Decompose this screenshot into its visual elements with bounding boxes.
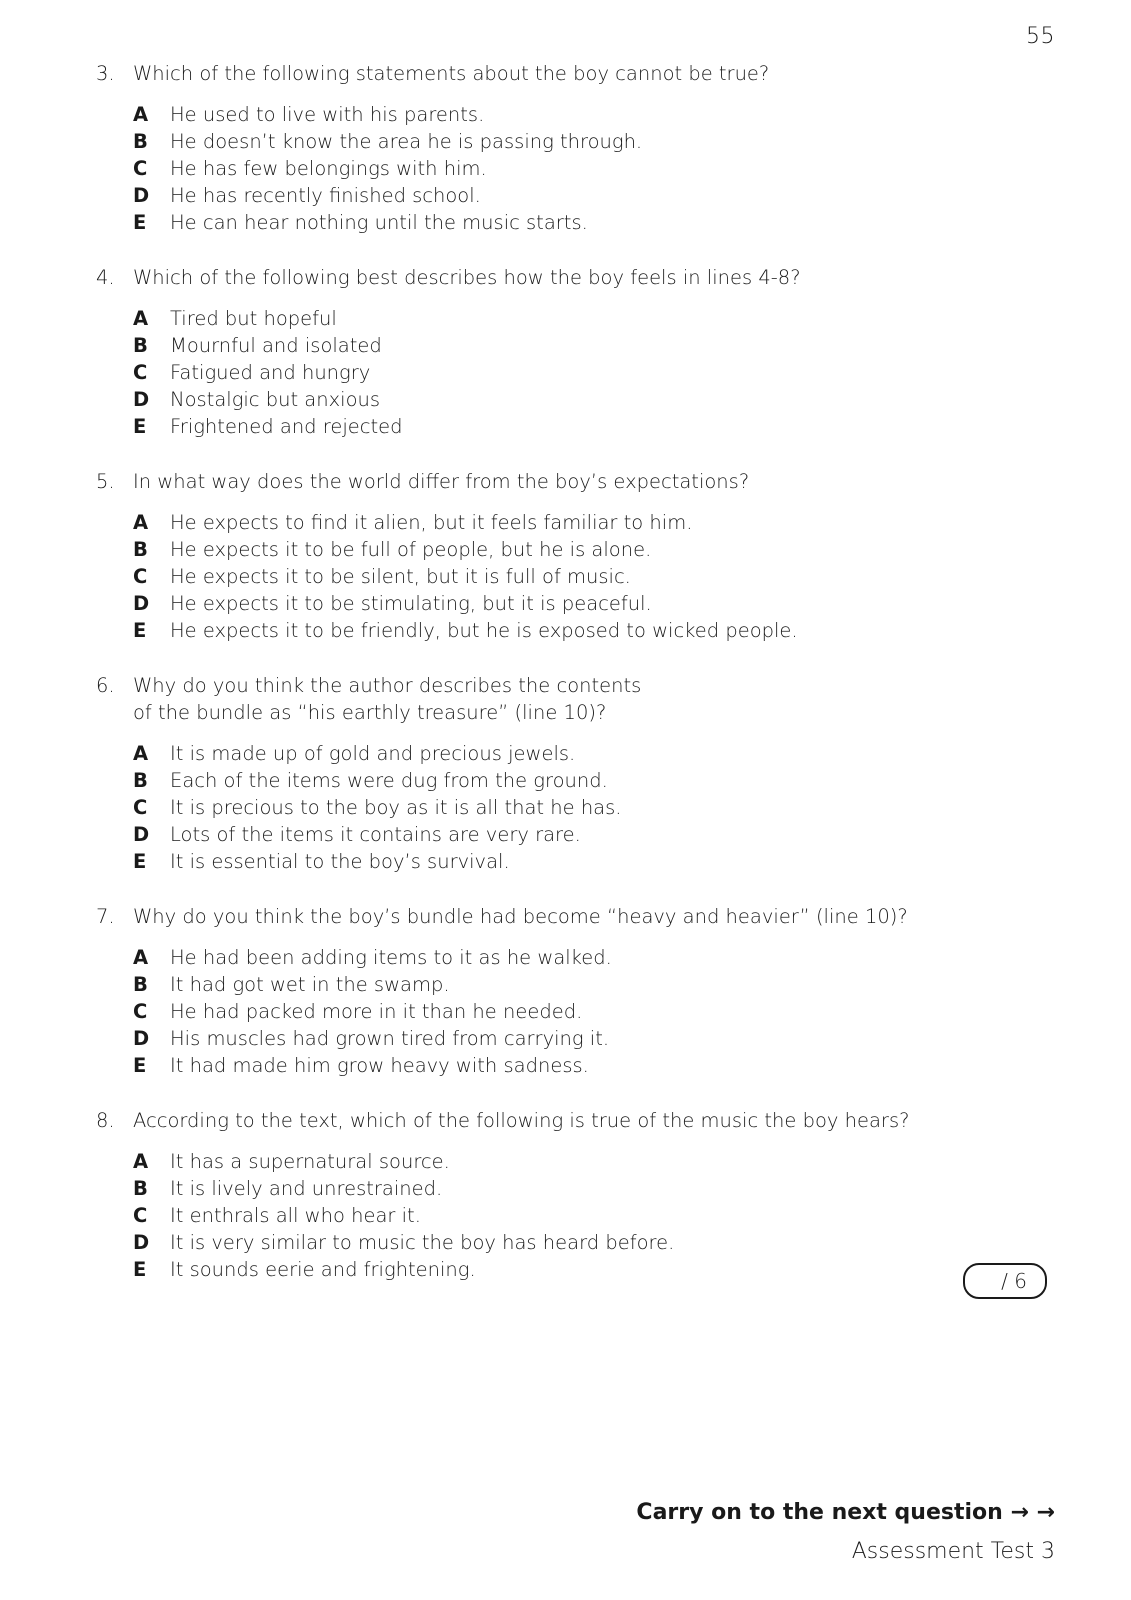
option-letter: A (133, 742, 149, 765)
footer-test-title: Assessment Test 3 (851, 1539, 1055, 1564)
answer-option[interactable] (133, 101, 1056, 128)
question-text: According to the text, which of the following is true of the music the boy hears? (133, 1109, 910, 1132)
option-letter: C (133, 1000, 148, 1023)
option-text: It is precious to the boy as it is all that he has. (170, 796, 622, 819)
option-letter: D (133, 184, 150, 207)
answer-options (133, 101, 1056, 236)
option-text: It had got wet in the swamp. (170, 973, 450, 996)
option-letter: C (133, 796, 148, 819)
option-letter: B (133, 130, 148, 153)
answer-option[interactable] (133, 1052, 1056, 1079)
option-text: He expects it to be full of people, but he is alone. (170, 538, 652, 561)
question-header (96, 672, 1056, 726)
score-total: / 6 (1001, 1269, 1027, 1293)
answer-option[interactable] (133, 1229, 1056, 1256)
answer-option[interactable] (133, 821, 1056, 848)
option-letter: A (133, 946, 149, 969)
question-number: 5. (96, 470, 115, 493)
question (96, 672, 1056, 875)
answer-option[interactable] (133, 740, 1056, 767)
option-text: He has recently finished school. (170, 184, 481, 207)
option-text: It is lively and unrestrained. (170, 1177, 443, 1200)
question-header (96, 903, 1056, 930)
option-text: It is essential to the boy’s survival. (170, 850, 510, 873)
option-text: It is very similar to music the boy has heard before. (170, 1231, 675, 1254)
option-text: He expects it to be silent, but it is full of music. (170, 565, 631, 588)
answer-options (133, 740, 1056, 875)
option-letter: E (133, 211, 147, 234)
answer-option[interactable] (133, 563, 1056, 590)
option-text: He used to live with his parents. (170, 103, 485, 126)
answer-option[interactable] (133, 359, 1056, 386)
option-text: It has a supernatural source. (170, 1150, 450, 1173)
option-letter: E (133, 1054, 147, 1077)
option-letter: D (133, 1231, 150, 1254)
option-letter: D (133, 592, 150, 615)
option-letter: B (133, 973, 148, 996)
answer-option[interactable] (133, 305, 1056, 332)
answer-option[interactable] (133, 848, 1056, 875)
option-text: He doesn’t know the area he is passing through. (170, 130, 643, 153)
question-number: 3. (96, 62, 115, 85)
option-letter: D (133, 388, 150, 411)
answer-option[interactable] (133, 209, 1056, 236)
question-header (96, 60, 1056, 87)
question-number: 7. (96, 905, 115, 928)
option-text: He has few belongings with him. (170, 157, 487, 180)
option-text: He expects it to be friendly, but he is exposed to wicked people. (170, 619, 798, 642)
question (96, 1107, 1056, 1283)
question-text: Why do you think the author describes the contents of the bundle as “his earthly treasure” (line 10)? (133, 674, 642, 724)
option-letter: D (133, 1027, 150, 1050)
question (96, 264, 1056, 440)
option-text: He expects it to be stimulating, but it is peaceful. (170, 592, 652, 615)
option-letter: E (133, 619, 147, 642)
answer-options (133, 509, 1056, 644)
option-letter: A (133, 511, 149, 534)
answer-option[interactable] (133, 1202, 1056, 1229)
question-text: Why do you think the boy’s bundle had become “heavy and heavier” (line 10)? (133, 905, 908, 928)
question-text: In what way does the world differ from the boy’s expectations? (133, 470, 750, 493)
option-text: He can hear nothing until the music starts. (170, 211, 588, 234)
option-text: It sounds eerie and frightening. (170, 1258, 476, 1281)
option-letter: B (133, 1177, 148, 1200)
question (96, 468, 1056, 644)
question (96, 60, 1056, 236)
carry-on-instruction: Carry on to the next question → → (636, 1500, 1055, 1525)
answer-option[interactable] (133, 944, 1056, 971)
option-text: Frightened and rejected (170, 415, 403, 438)
option-letter: B (133, 334, 148, 357)
answer-option[interactable] (133, 332, 1056, 359)
answer-option[interactable] (133, 617, 1056, 644)
answer-option[interactable] (133, 1148, 1056, 1175)
question-header (96, 468, 1056, 495)
score-box (963, 1263, 1047, 1299)
question-number: 8. (96, 1109, 115, 1132)
option-text: He had been adding items to it as he walked. (170, 946, 612, 969)
option-text: He had packed more in it than he needed. (170, 1000, 583, 1023)
answer-option[interactable] (133, 971, 1056, 998)
option-letter: B (133, 769, 148, 792)
answer-option[interactable] (133, 509, 1056, 536)
answer-options (133, 1148, 1056, 1283)
option-letter: C (133, 565, 148, 588)
option-letter: D (133, 823, 150, 846)
question (96, 903, 1056, 1079)
answer-option[interactable] (133, 155, 1056, 182)
question-number: 4. (96, 266, 115, 289)
answer-option[interactable] (133, 1025, 1056, 1052)
question-text: Which of the following statements about the boy cannot be true? (133, 62, 770, 85)
answer-option[interactable] (133, 1256, 1056, 1283)
option-text: It had made him grow heavy with sadness. (170, 1054, 589, 1077)
option-letter: A (133, 103, 149, 126)
option-text: Nostalgic but anxious (170, 388, 381, 411)
question-header (96, 1107, 1056, 1134)
option-letter: A (133, 1150, 149, 1173)
page-number: 55 (1026, 24, 1055, 49)
answer-option[interactable] (133, 182, 1056, 209)
option-letter: E (133, 1258, 147, 1281)
option-letter: C (133, 1204, 148, 1227)
answer-options (133, 305, 1056, 440)
option-text: It enthrals all who hear it. (170, 1204, 421, 1227)
question-list (96, 60, 1056, 1311)
question-number: 6. (96, 674, 115, 697)
option-letter: E (133, 415, 147, 438)
option-letter: C (133, 157, 148, 180)
answer-option[interactable] (133, 767, 1056, 794)
option-letter: A (133, 307, 149, 330)
option-letter: C (133, 361, 148, 384)
option-text: He expects to find it alien, but it feels familiar to him. (170, 511, 693, 534)
option-text: Fatigued and hungry (170, 361, 371, 384)
answer-options (133, 944, 1056, 1079)
answer-option[interactable] (133, 386, 1056, 413)
answer-option[interactable] (133, 1175, 1056, 1202)
answer-option[interactable] (133, 413, 1056, 440)
option-text: Each of the items were dug from the ground. (170, 769, 608, 792)
answer-option[interactable] (133, 590, 1056, 617)
option-text: Lots of the items it contains are very rare. (170, 823, 581, 846)
answer-option[interactable] (133, 536, 1056, 563)
option-text: His muscles had grown tired from carrying it. (170, 1027, 610, 1050)
option-letter: E (133, 850, 147, 873)
option-letter: B (133, 538, 148, 561)
option-text: Mournful and isolated (170, 334, 382, 357)
answer-option[interactable] (133, 794, 1056, 821)
option-text: Tired but hopeful (170, 307, 337, 330)
question-text: Which of the following best describes how the boy feels in lines 4-8? (133, 266, 801, 289)
question-header (96, 264, 1056, 291)
option-text: It is made up of gold and precious jewels. (170, 742, 576, 765)
answer-option[interactable] (133, 998, 1056, 1025)
answer-option[interactable] (133, 128, 1056, 155)
